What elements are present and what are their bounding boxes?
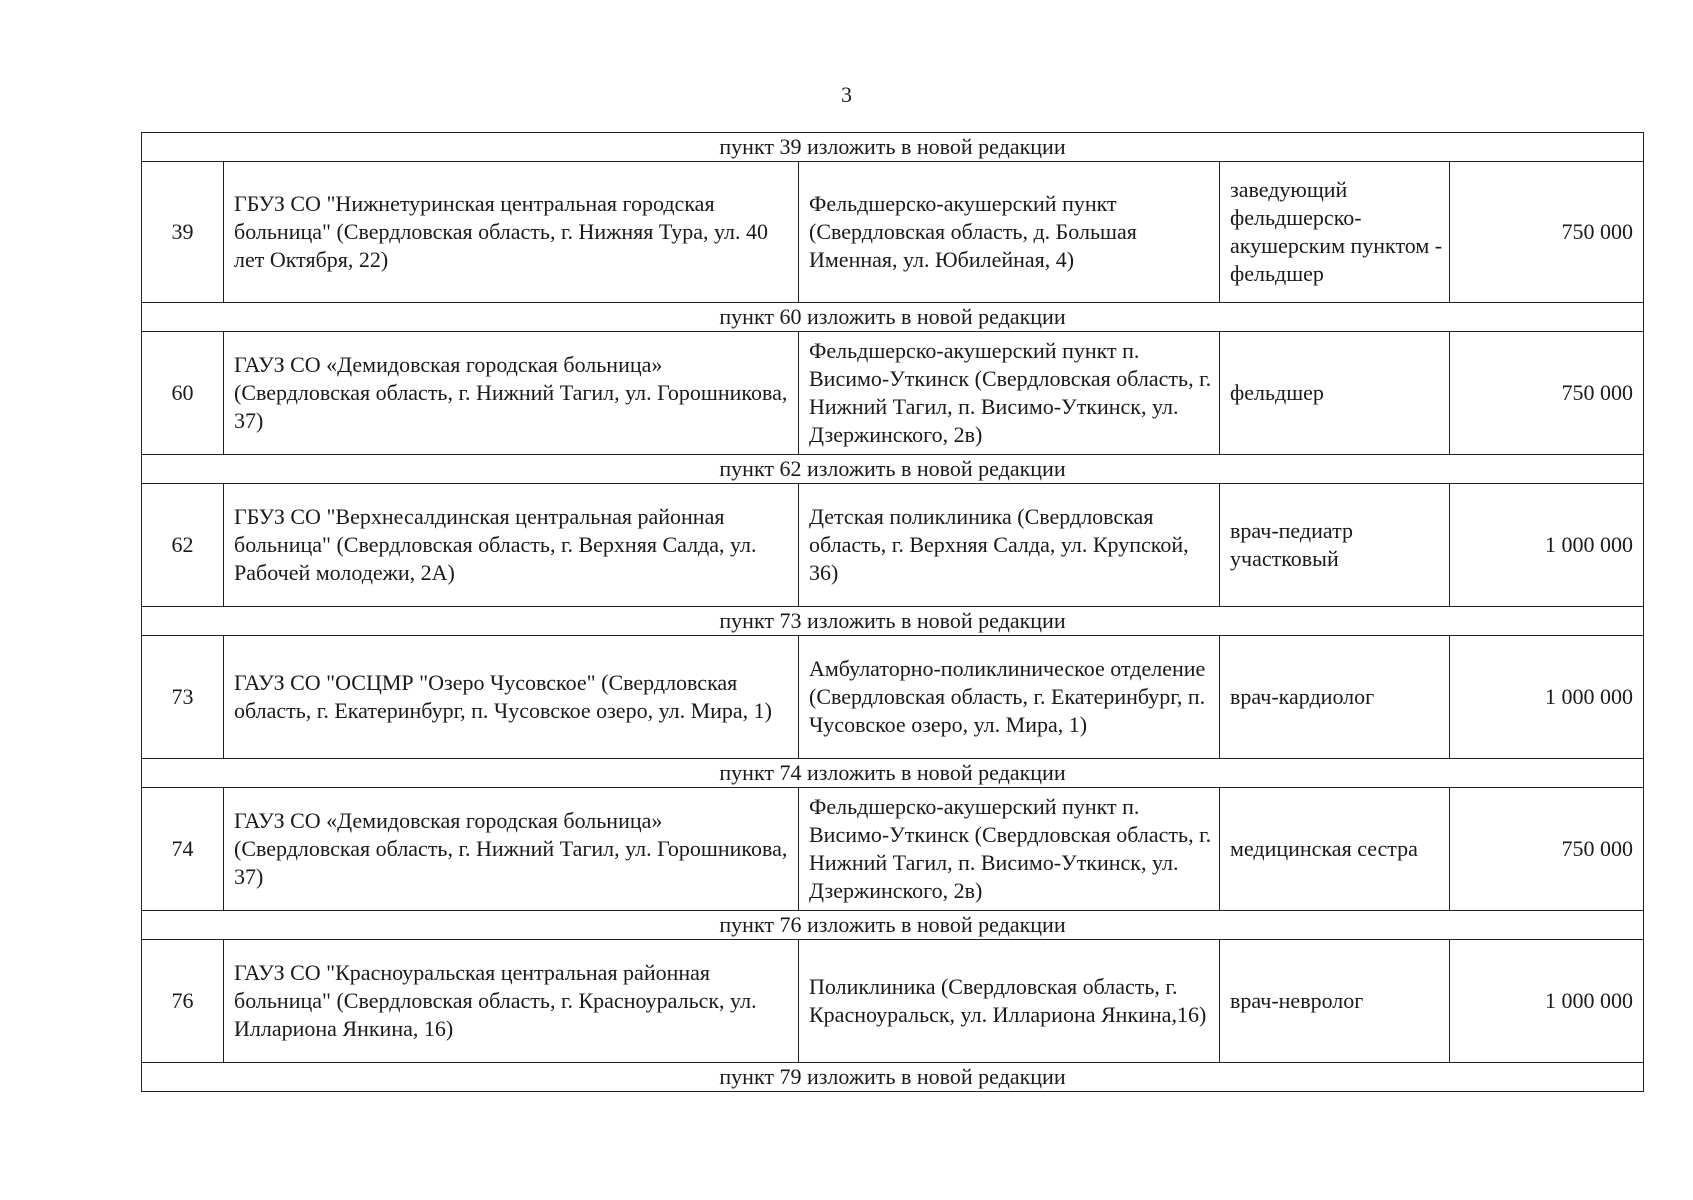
- section-heading: пункт 73 изложить в новой редакции: [142, 607, 1644, 636]
- unit-cell: Фельдшерско-акушерский пункт п. Висимо-Уткинск (Свердловская область, г. Нижний Тагил, п. Висимо-Уткинск, ул. Дзержинского, 2в): [799, 788, 1220, 911]
- table-row: [142, 636, 1644, 759]
- unit-cell: Фельдшерско-акушерский пункт п. Висимо-Уткинск (Свердловская область, г. Нижний Тагил, п. Висимо-Уткинск, ул. Дзержинского, 2в): [799, 332, 1220, 455]
- amount-cell: 1 000 000: [1450, 940, 1644, 1063]
- unit-cell: Поликлиника (Свердловская область, г. Красноуральск, ул. Иллариона Янкина,16): [799, 940, 1220, 1063]
- position-cell: врач-педиатр участковый: [1220, 484, 1450, 607]
- table-row: [142, 788, 1644, 911]
- amount-cell: 1 000 000: [1450, 484, 1644, 607]
- section-heading-row: [142, 607, 1644, 636]
- row-number: 60: [142, 332, 224, 455]
- section-heading-row: [142, 455, 1644, 484]
- amendments-table: [141, 132, 1644, 1092]
- section-heading: пункт 76 изложить в новой редакции: [142, 911, 1644, 940]
- unit-cell: Фельдшерско-акушерский пункт (Свердловская область, д. Большая Именная, ул. Юбилейная, 4): [799, 162, 1220, 303]
- page-number: 3: [841, 82, 852, 107]
- amount-cell: 1 000 000: [1450, 636, 1644, 759]
- section-heading-row: [142, 133, 1644, 162]
- section-heading: пункт 62 изложить в новой редакции: [142, 455, 1644, 484]
- row-number: 62: [142, 484, 224, 607]
- row-number: 74: [142, 788, 224, 911]
- unit-cell: Детская поликлиника (Свердловская область, г. Верхняя Салда, ул. Крупской, 36): [799, 484, 1220, 607]
- section-heading: пункт 79 изложить в новой редакции: [142, 1063, 1644, 1092]
- section-heading: пункт 60 изложить в новой редакции: [142, 303, 1644, 332]
- position-cell: врач-кардиолог: [1220, 636, 1450, 759]
- section-heading-row: [142, 911, 1644, 940]
- unit-cell: Амбулаторно-поликлиническое отделение (Свердловская область, г. Екатеринбург, п. Чусовское озеро, ул. Мира, 1): [799, 636, 1220, 759]
- table-row: [142, 940, 1644, 1063]
- position-cell: фельдшер: [1220, 332, 1450, 455]
- position-cell: врач-невролог: [1220, 940, 1450, 1063]
- organization-cell: ГАУЗ СО "Красноуральская центральная районная больница" (Свердловская область, г. Красноуральск, ул. Иллариона Янкина, 16): [224, 940, 799, 1063]
- position-cell: медицинская сестра: [1220, 788, 1450, 911]
- table-row: [142, 332, 1644, 455]
- organization-cell: ГБУЗ СО "Нижнетуринская центральная городская больница" (Свердловская область, г. Нижняя Тура, ул. 40 лет Октября, 22): [224, 162, 799, 303]
- section-heading-row: [142, 1063, 1644, 1092]
- organization-cell: ГАУЗ СО «Демидовская городская больница» (Свердловская область, г. Нижний Тагил, ул. Горошникова, 37): [224, 332, 799, 455]
- amount-cell: 750 000: [1450, 332, 1644, 455]
- section-heading: пункт 39 изложить в новой редакции: [142, 133, 1644, 162]
- organization-cell: ГБУЗ СО "Верхнесалдинская центральная районная больница" (Свердловская область, г. Верхняя Салда, ул. Рабочей молодежи, 2А): [224, 484, 799, 607]
- section-heading-row: [142, 303, 1644, 332]
- row-number: 39: [142, 162, 224, 303]
- section-heading-row: [142, 759, 1644, 788]
- row-number: 73: [142, 636, 224, 759]
- row-number: 76: [142, 940, 224, 1063]
- organization-cell: ГАУЗ СО "ОСЦМР "Озеро Чусовское" (Свердловская область, г. Екатеринбург, п. Чусовское озеро, ул. Мира, 1): [224, 636, 799, 759]
- organization-cell: ГАУЗ СО «Демидовская городская больница» (Свердловская область, г. Нижний Тагил, ул. Горошникова, 37): [224, 788, 799, 911]
- amount-cell: 750 000: [1450, 788, 1644, 911]
- section-heading: пункт 74 изложить в новой редакции: [142, 759, 1644, 788]
- table-row: [142, 484, 1644, 607]
- table-row: [142, 162, 1644, 303]
- amount-cell: 750 000: [1450, 162, 1644, 303]
- position-cell: заведующий фельдшерско-акушерским пунктом - фельдшер: [1220, 162, 1450, 303]
